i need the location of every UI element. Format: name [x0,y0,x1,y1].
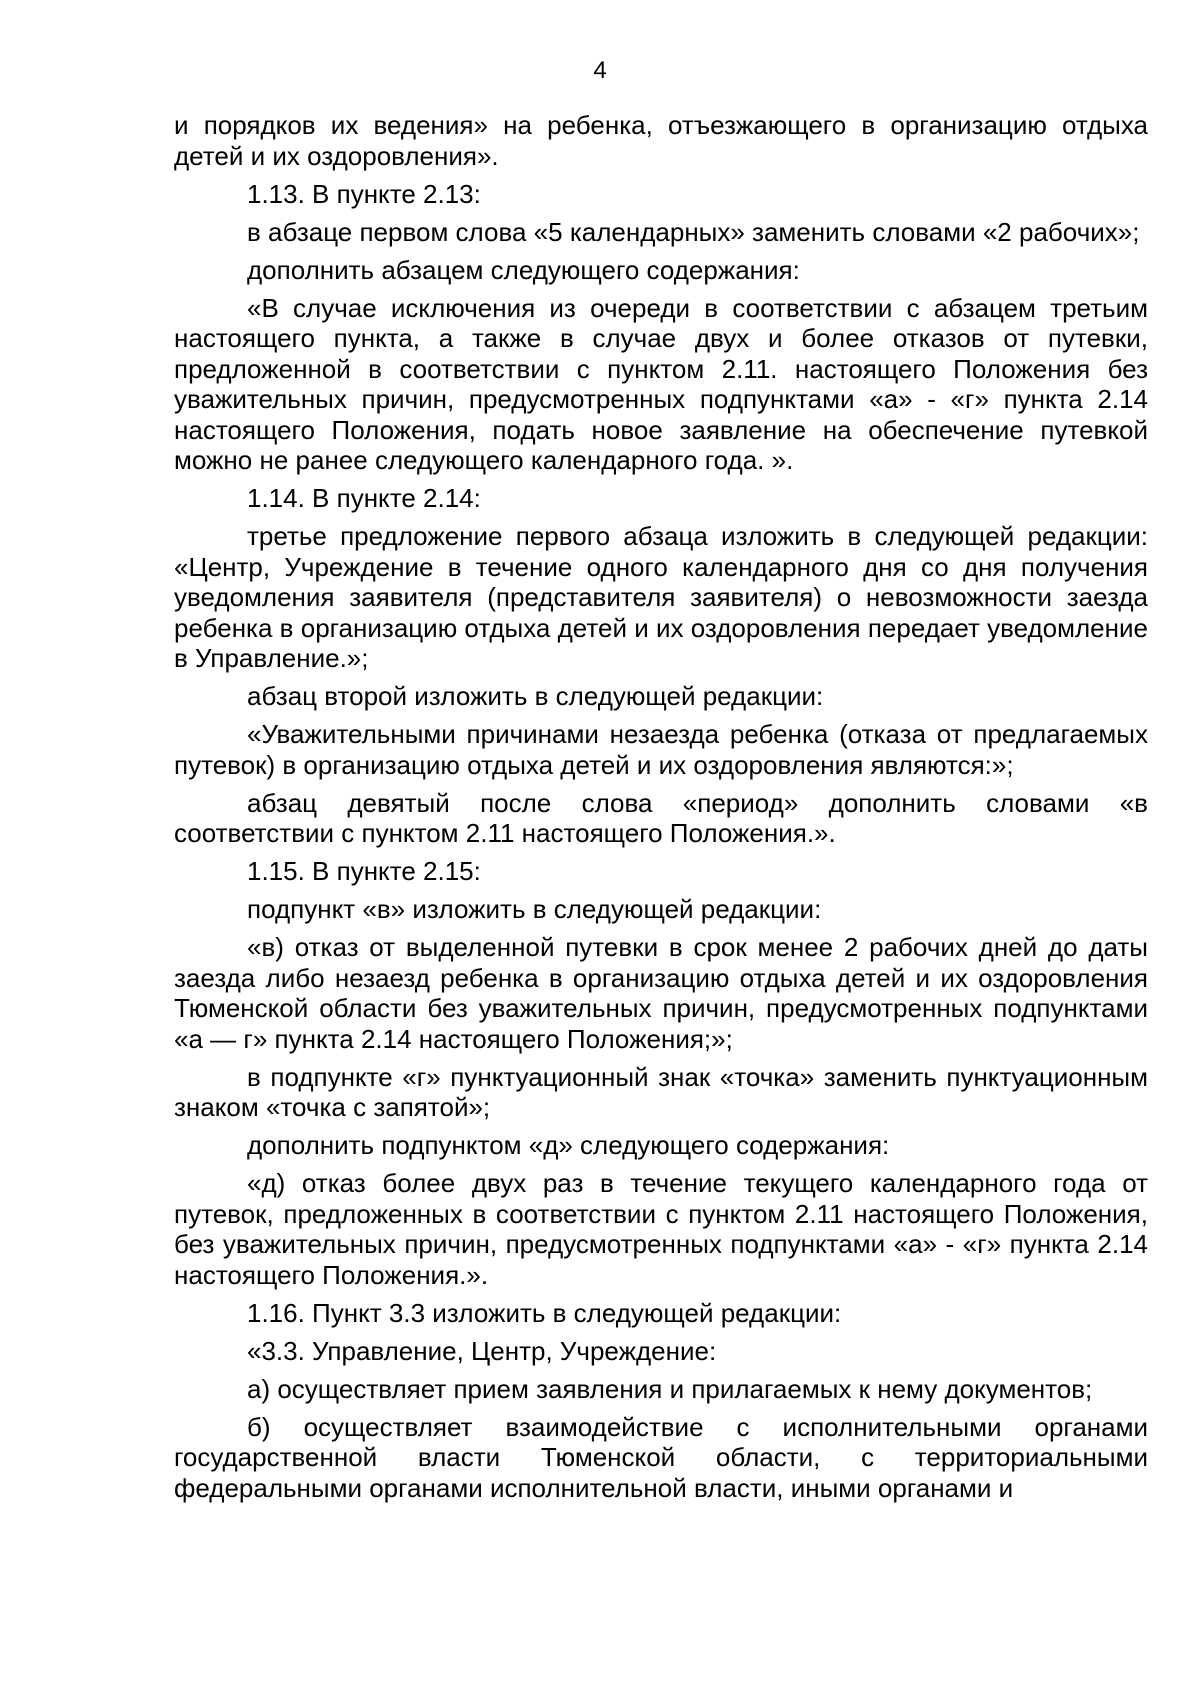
list-item-a: а) осуществляет прием заявления и прилагаемых к нему документов; [247,1373,1093,1404]
paragraph: абзац девятый после слова «период» дополнить словами «в соответствии с пунктом 2.11 настоящего Положения.». [174,787,1148,848]
section-heading-1-15: 1.15. В пункте 2.15: [247,856,481,886]
document-body [174,110,1148,1510]
list-item-b: б) осуществляет взаимодействие с исполнительными органами государственной власти Тюменской области, с территориальными федеральными органами исполнительной власти, иными органами и [174,1411,1148,1503]
section-heading-1-13: 1.13. В пункте 2.13: [247,178,481,209]
paragraph: «Уважительными причинами незаезда ребенка (отказа от предлагаемых путевок) в организацию отдыха детей и их оздоровления являются:»; [174,719,1148,780]
paragraph: подпункт «в» изложить в следующей редакции: [247,894,822,924]
paragraph: и порядков их ведения» на ребенка, отъезжающего в организацию отдыха детей и их оздоровления». [174,110,1148,171]
section-heading-1-16: 1.16. Пункт 3.3 изложить в следующей редакции: [247,1297,842,1328]
paragraph: в абзаце первом слова «5 календарных» заменить словами «2 рабочих»; [247,216,1140,247]
paragraph: третье предложение первого абзаца изложить в следующей редакции: «Центр, Учреждение в течение одного календарного дня со дня получения уведомления заявителя (представителя заявителя) о невозможности заезда ребенка в организацию отдыха детей и их оздоровления передает уведомление в Управление.»; [174,521,1148,673]
paragraph: дополнить абзацем следующего содержания: [247,254,800,285]
paragraph: абзац второй изложить в следующей редакции: [247,681,824,711]
paragraph: в подпункте «г» пунктуационный знак «точка» заменить пунктуационным знаком «точка с запятой»; [174,1061,1148,1122]
page-number: 4 [593,57,607,84]
paragraph: дополнить подпунктом «д» следующего содержания: [247,1130,890,1160]
paragraph: «3.3. Управление, Центр, Учреждение: [247,1335,717,1366]
section-heading-1-14: 1.14. В пункте 2.14: [247,483,481,513]
paragraph: «д) отказ более двух раз в течение текущего календарного года от путевок, предложенных в соответствии с пунктом 2.11 настоящего Положения, без уважительных причин, предусмотренных подпунктами «а» - «г» пункта 2.14 настоящего Положения.». [174,1168,1148,1290]
paragraph: «в) отказ от выделенной путевки в срок менее 2 рабочих дней до даты заезда либо незаезд ребенка в организацию отдыха детей и их оздоровления Тюменской области без уважительных причин, предусмотренных подпунктами «а — г» пункта 2.14 настоящего Положения;»; [174,932,1148,1054]
paragraph: «В случае исключения из очереди в соответствии с абзацем третьим настоящего пункта, а также в случае двух и более отказов от путевки, предложенной в соответствии с пунктом 2.11. настоящего Положения без уважительных причин, предусмотренных подпунктами «а» - «г» пункта 2.14 настоящего Положения, подать новое заявление на обеспечение путевкой можно не ранее следующего календарного года. ». [174,292,1148,475]
